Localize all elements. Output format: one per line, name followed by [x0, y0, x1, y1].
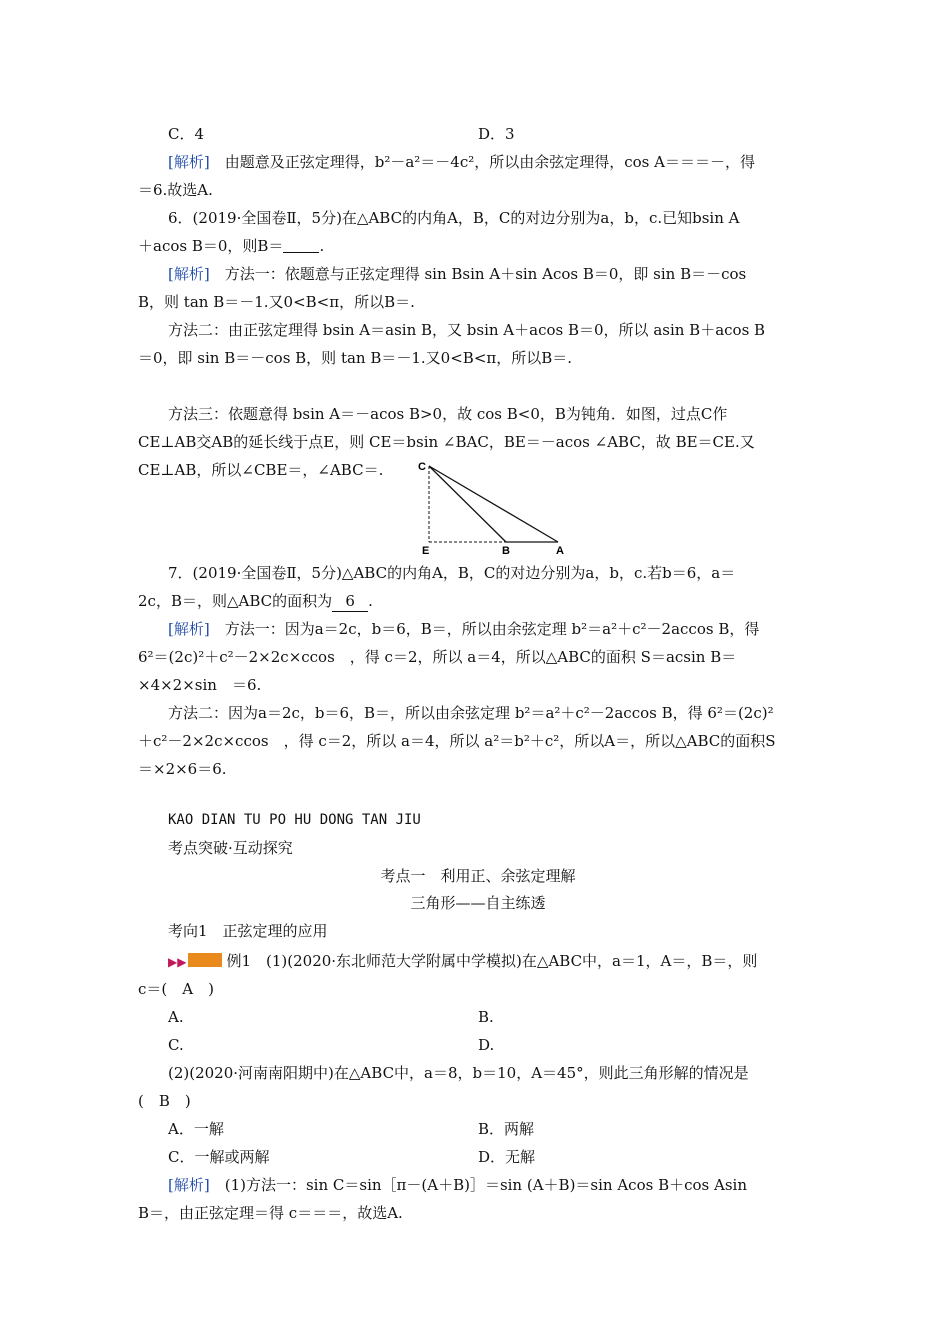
solution-text: (1)方法一：sin C＝sin［π－(A＋B)］＝sin (A＋B)＝sin Acos B＋cos Asin	[209, 1176, 747, 1194]
option-c: C．4	[168, 125, 205, 143]
example-badge	[188, 953, 222, 967]
label-e: E	[422, 545, 430, 557]
solution-line: 方法二：因为a＝2c，b＝6，B＝，所以由余弦定理 b²＝a²＋c²－2accos B，得 6²＝(2c)²	[168, 704, 774, 722]
solution-line: ＝6.故选A.	[138, 181, 213, 199]
option-a: A．一解	[168, 1120, 224, 1138]
option-line	[168, 1007, 818, 1027]
solution-line: B＝，由正弦定理＝得 c＝＝＝，故选A.	[138, 1204, 403, 1222]
solution-text: 由题意及正弦定理得，b²－a²＝－4c²，所以由余弦定理得，cos A＝＝＝－，得	[209, 153, 755, 171]
answer-blank: 6	[332, 591, 368, 612]
question-text: 2c，B＝，则△ABC的面积为	[138, 592, 333, 610]
example-text: 例1 (1)(2020·东北师范大学附属中学模拟)在△ABC中，a＝1，A＝，B＝，则	[226, 952, 758, 970]
subtopic-heading: 考向1 正弦定理的应用	[168, 922, 328, 940]
example-2: (2)(2020·河南南阳期中)在△ABC中，a＝8，b＝10，A＝45°，则此三角形解的情况是	[168, 1064, 749, 1082]
solution-text: 方法一：因为a＝2c，b＝6，B＝，所以由余弦定理 b²＝a²＋c²－2accos B，得	[209, 620, 760, 638]
topic-heading: 考点一 利用正、余弦定理解	[380, 867, 576, 885]
label-b: B	[502, 545, 510, 557]
topic-heading-cont: 三角形——自主练透	[410, 894, 546, 912]
solution-line: ×4×2×sin ＝6.	[138, 676, 262, 694]
question-6-cont	[138, 236, 788, 256]
option-d: D.	[478, 1036, 495, 1054]
question-text-end: .	[368, 592, 373, 610]
analysis-tag: [解析]	[168, 620, 210, 638]
question-text-end: .	[319, 237, 325, 255]
question-6: 6．(2019·全国卷Ⅱ，5分)在△ABC的内角A，B，C的对边分别为a，b，c.已知bsin A	[168, 209, 740, 227]
option-line	[168, 1147, 818, 1167]
option-d: D．3	[478, 125, 515, 143]
side-ca	[429, 466, 558, 542]
solution-line: ＝0，即 sin B＝－cos B，则 tan B＝－1.又0<B<π，所以B＝.	[138, 349, 573, 367]
label-c: C	[418, 461, 426, 473]
solution-line	[168, 1175, 818, 1195]
option-line	[168, 1035, 818, 1055]
question-7-cont	[138, 591, 788, 612]
solution-line	[168, 619, 818, 639]
solution-line: CE⊥AB，所以∠CBE＝，∠ABC＝.	[138, 461, 384, 479]
answer-blank	[283, 238, 319, 253]
section-pinyin: KAO DIAN TU PO HU DONG TAN JIU	[168, 812, 421, 828]
analysis-tag: [解析]	[168, 1176, 210, 1194]
solution-line: 6²＝(2c)²＋c²－2×2c×ccos ，得 c＝2，所以 a＝4，所以△ABC的面积 S＝acsin B＝	[138, 648, 737, 666]
solution-line: 方法三：依题意得 bsin A＝－acos B>0，故 cos B<0，B为钝角．如图，过点C作	[168, 405, 728, 423]
solution-text: 方法一：依题意与正弦定理得 sin Bsin A＋sin Acos B＝0，即 sin B＝－cos	[209, 265, 747, 283]
solution-line: CE⊥AB交AB的延长线于点E，则 CE＝bsin ∠BAC，BE＝－acos ∠ABC，故 BE＝CE.又	[138, 433, 755, 451]
solution-line: B，则 tan B＝－1.又0<B<π，所以B＝.	[138, 293, 415, 311]
section-title: 考点突破·互动探究	[168, 839, 293, 857]
option-a: A.	[168, 1008, 184, 1026]
option-d: D．无解	[478, 1148, 536, 1166]
label-a: A	[556, 545, 564, 557]
example-answer: c＝( A )	[138, 980, 214, 998]
analysis-tag: [解析]	[168, 265, 210, 283]
option-line	[168, 124, 818, 144]
double-arrow-icon: ▶▶	[168, 955, 187, 969]
option-c: C.	[168, 1036, 184, 1054]
solution-line: 方法二：由正弦定理得 bsin A＝asin B，又 bsin A＋acos B＝0，所以 asin B＋acos B	[168, 321, 766, 339]
solution-line: ＝×2×6＝6.	[138, 760, 227, 778]
analysis-tag: [解析]	[168, 153, 210, 171]
question-7: 7．(2019·全国卷Ⅱ，5分)△ABC的内角A，B，C的对边分别为a，b，c.若b＝6，a＝	[168, 564, 736, 582]
solution-line	[168, 152, 818, 172]
example-answer: ( B )	[138, 1092, 191, 1110]
question-text: ＋acos B＝0，则B＝	[138, 237, 284, 255]
option-b: B．两解	[478, 1120, 535, 1138]
option-b: B.	[478, 1008, 494, 1026]
option-c: C．一解或两解	[168, 1148, 270, 1166]
triangle-figure	[410, 458, 580, 558]
solution-line: ＋c²－2×2c×ccos ，得 c＝2，所以 a＝4，所以 a²＝b²＋c²，所以A＝，所以△ABC的面积S	[138, 732, 776, 750]
solution-line	[168, 264, 818, 284]
option-line	[168, 1119, 818, 1139]
example-1	[168, 951, 818, 972]
